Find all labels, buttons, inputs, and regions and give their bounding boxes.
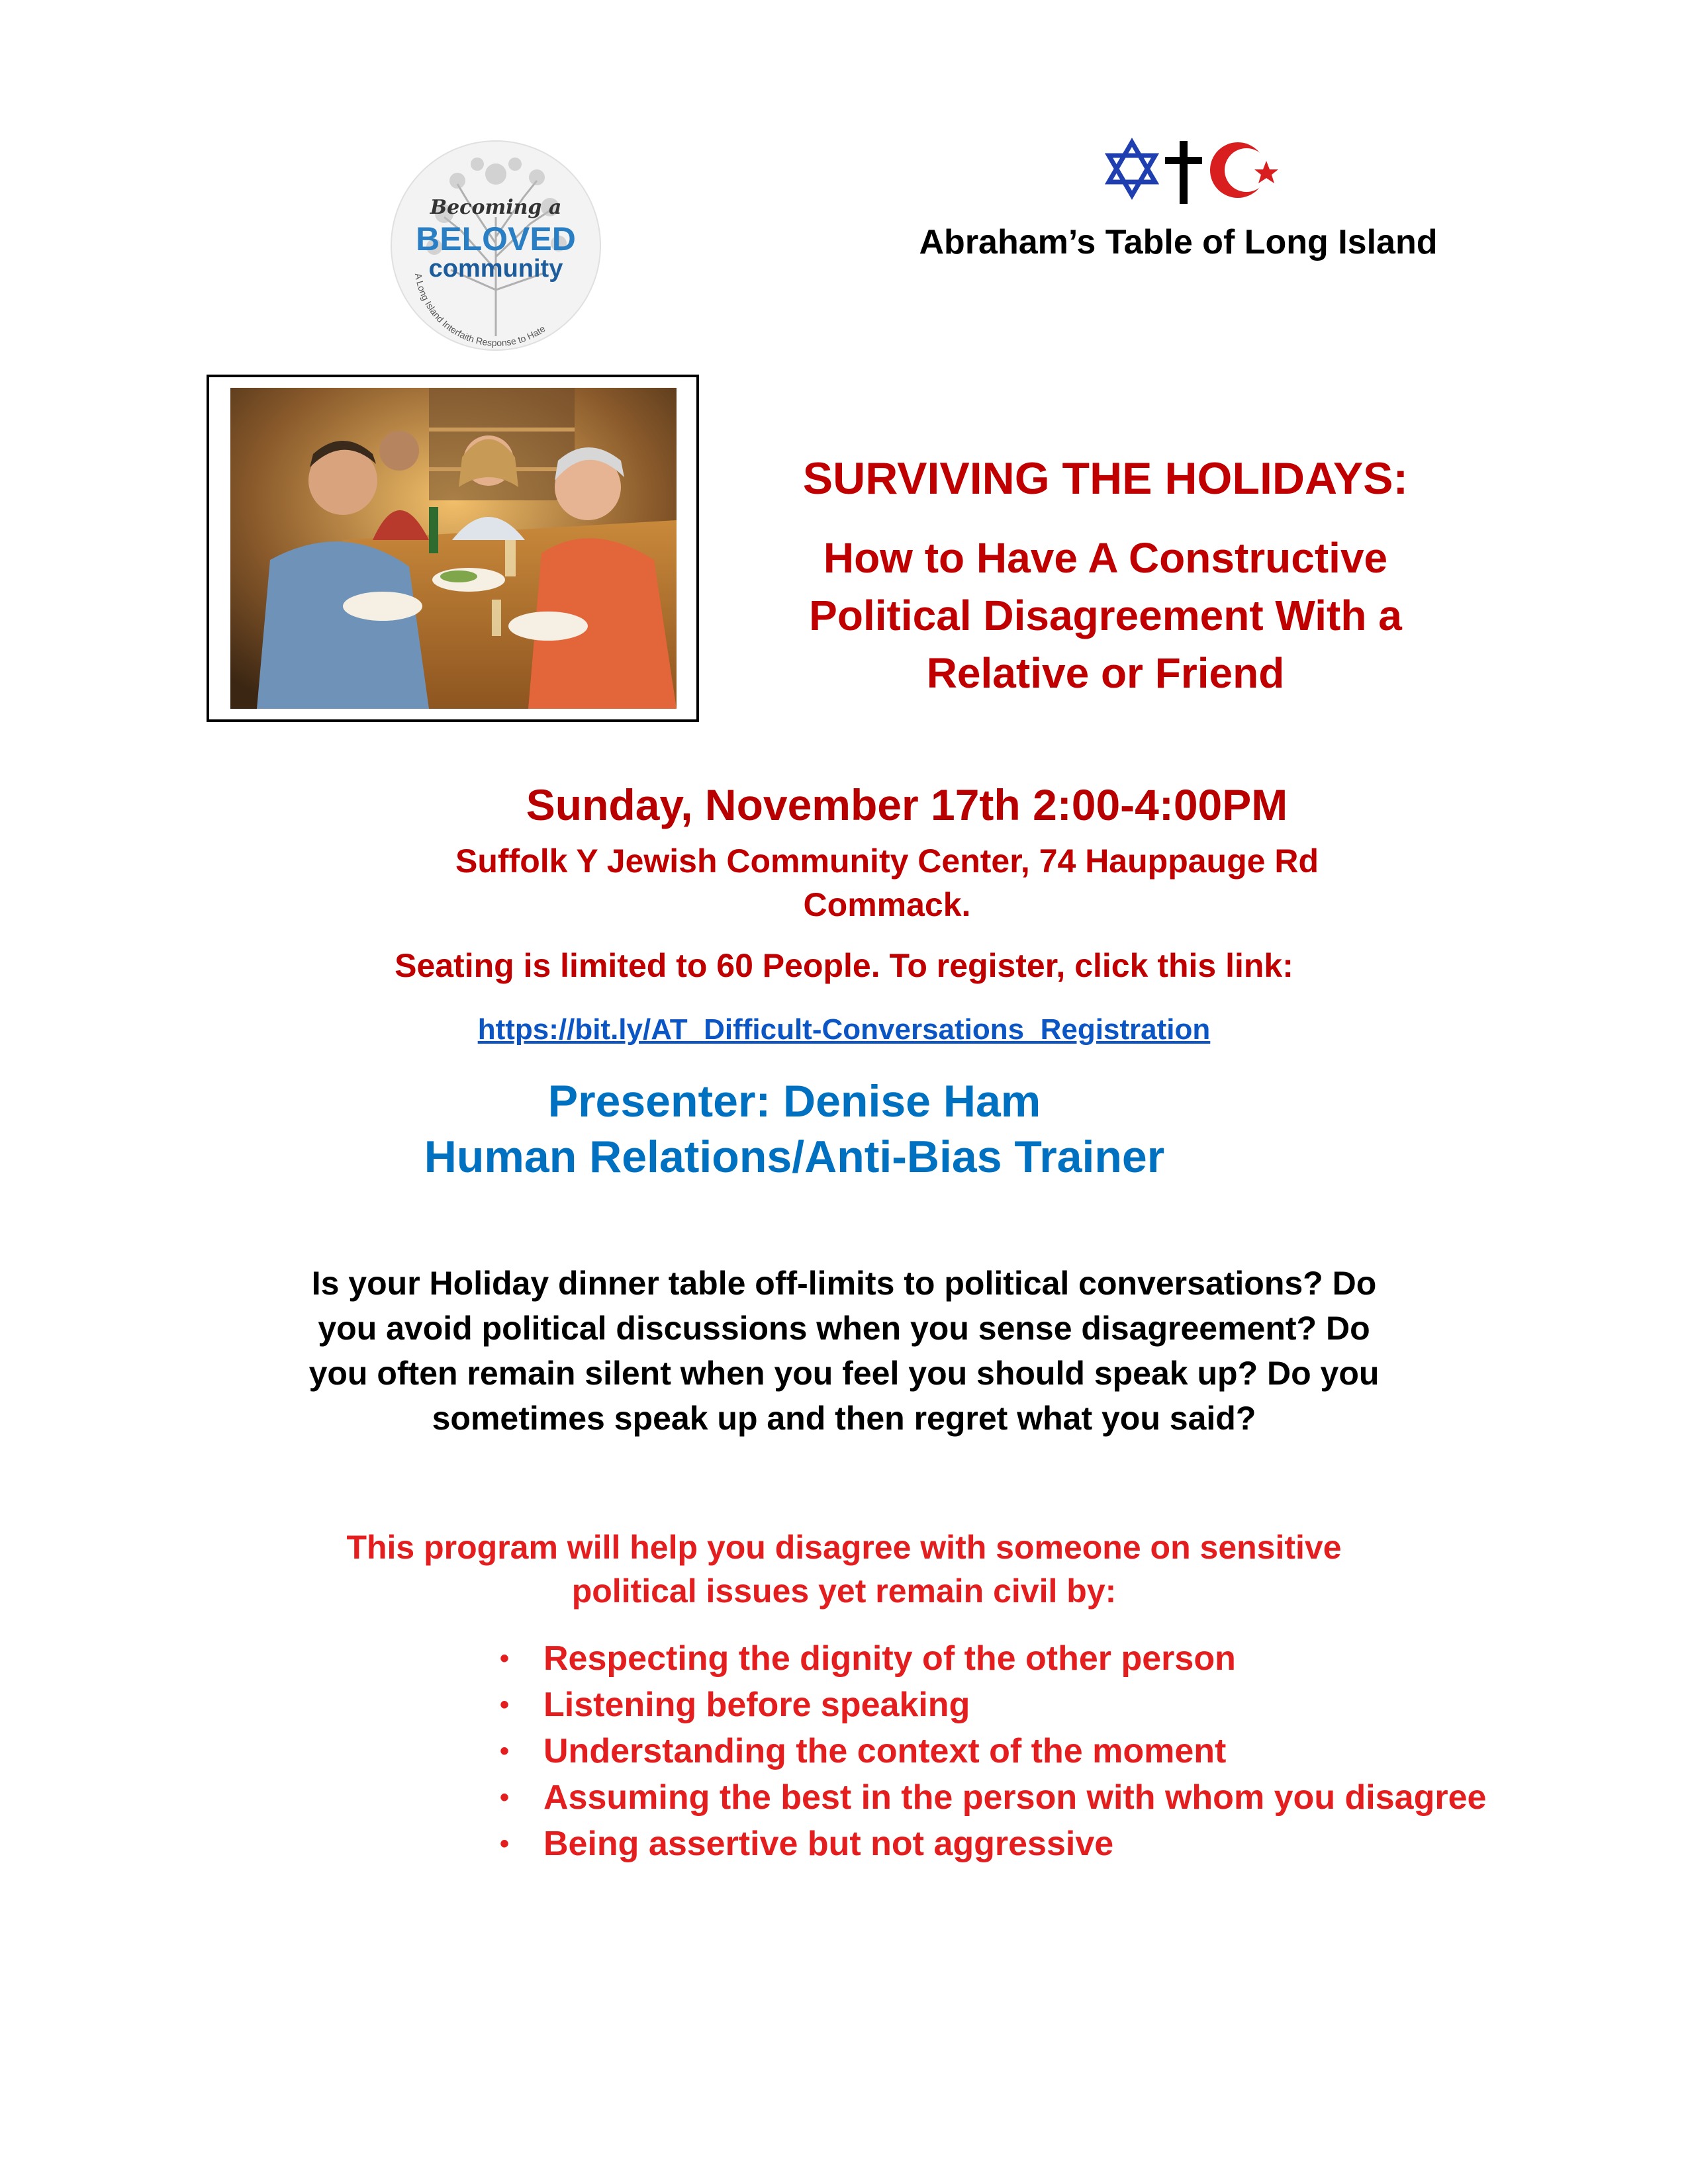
bullet-item <box>500 1821 1493 1866</box>
bullet-item <box>500 1775 1493 1820</box>
star-of-david-icon <box>1109 142 1155 195</box>
intro-line: Is your Holiday dinner table off-limits to political conversations? Do <box>311 1265 1377 1302</box>
intro-line: sometimes speak up and then regret what you said? <box>432 1400 1256 1437</box>
beloved-community-logo <box>388 138 604 353</box>
logo-arc-text: A Long Island Interfaith Response to Hate <box>412 272 547 349</box>
event-venue <box>265 839 1509 927</box>
bullet-icon: • <box>500 1829 510 1858</box>
presenter-title: Human Relations/Anti-Bias Trainer <box>424 1132 1165 1182</box>
photo-frame <box>207 375 699 722</box>
event-subtitle <box>728 529 1483 702</box>
intro-paragraph <box>199 1261 1489 1441</box>
presenter-info <box>331 1073 1258 1185</box>
bullet-text: Being assertive but not aggressive <box>543 1825 1114 1863</box>
bullet-icon: • <box>500 1783 510 1812</box>
seating-notice: Seating is limited to 60 People. To register, click this link: <box>395 947 1293 984</box>
venue-city: Commack. <box>803 886 971 923</box>
program-bullet-list <box>500 1636 1493 1868</box>
subtitle-line: Political Disagreement With a <box>809 592 1402 639</box>
bullet-text: Understanding the context of the moment <box>543 1732 1227 1770</box>
organization-name: Abraham’s Table of Long Island <box>919 223 1438 261</box>
program-intro-line: political issues yet remain civil by: <box>571 1572 1117 1610</box>
bullet-text: Respecting the dignity of the other person <box>543 1639 1236 1678</box>
bullet-icon: • <box>500 1737 510 1766</box>
bullet-icon: • <box>500 1690 510 1719</box>
venue-address: Suffolk Y Jewish Community Center, 74 Hauppauge Rd <box>455 842 1319 880</box>
logo-text-beloved: BELOVED <box>416 220 576 257</box>
bullet-item <box>500 1729 1493 1774</box>
event-date-time: Sunday, November 17th 2:00-4:00PM <box>526 780 1288 829</box>
event-title: SURVIVING THE HOLIDAYS: <box>802 453 1409 504</box>
program-intro-line: This program will help you disagree with someone on sensitive <box>346 1529 1342 1566</box>
bullet-text: Listening before speaking <box>543 1686 970 1724</box>
intro-line: you avoid political discussions when you sense disagreement? Do <box>318 1310 1370 1347</box>
crescent-and-star-icon <box>1210 142 1278 198</box>
bullet-icon: • <box>500 1644 510 1673</box>
latin-cross-icon <box>1165 141 1202 204</box>
dinner-party-photo <box>230 388 677 709</box>
presenter-name: Presenter: Denise Ham <box>547 1076 1041 1126</box>
intro-line: you often remain silent when you feel you should speak up? Do you <box>308 1355 1380 1392</box>
registration-link[interactable]: https://bit.ly/AT_Difficult-Conversations_Registration <box>477 1013 1211 1046</box>
program-intro <box>199 1525 1489 1613</box>
subtitle-line: How to Have A Constructive <box>823 534 1388 582</box>
bullet-text: Assuming the best in the person with whom you disagree <box>543 1778 1487 1817</box>
bullet-item <box>500 1636 1493 1681</box>
interfaith-symbols <box>1102 136 1281 208</box>
bullet-item <box>500 1682 1493 1727</box>
logo-text-becoming: Becoming a <box>430 196 562 219</box>
subtitle-line: Relative or Friend <box>926 649 1285 697</box>
logo-text-community: community <box>428 255 563 283</box>
